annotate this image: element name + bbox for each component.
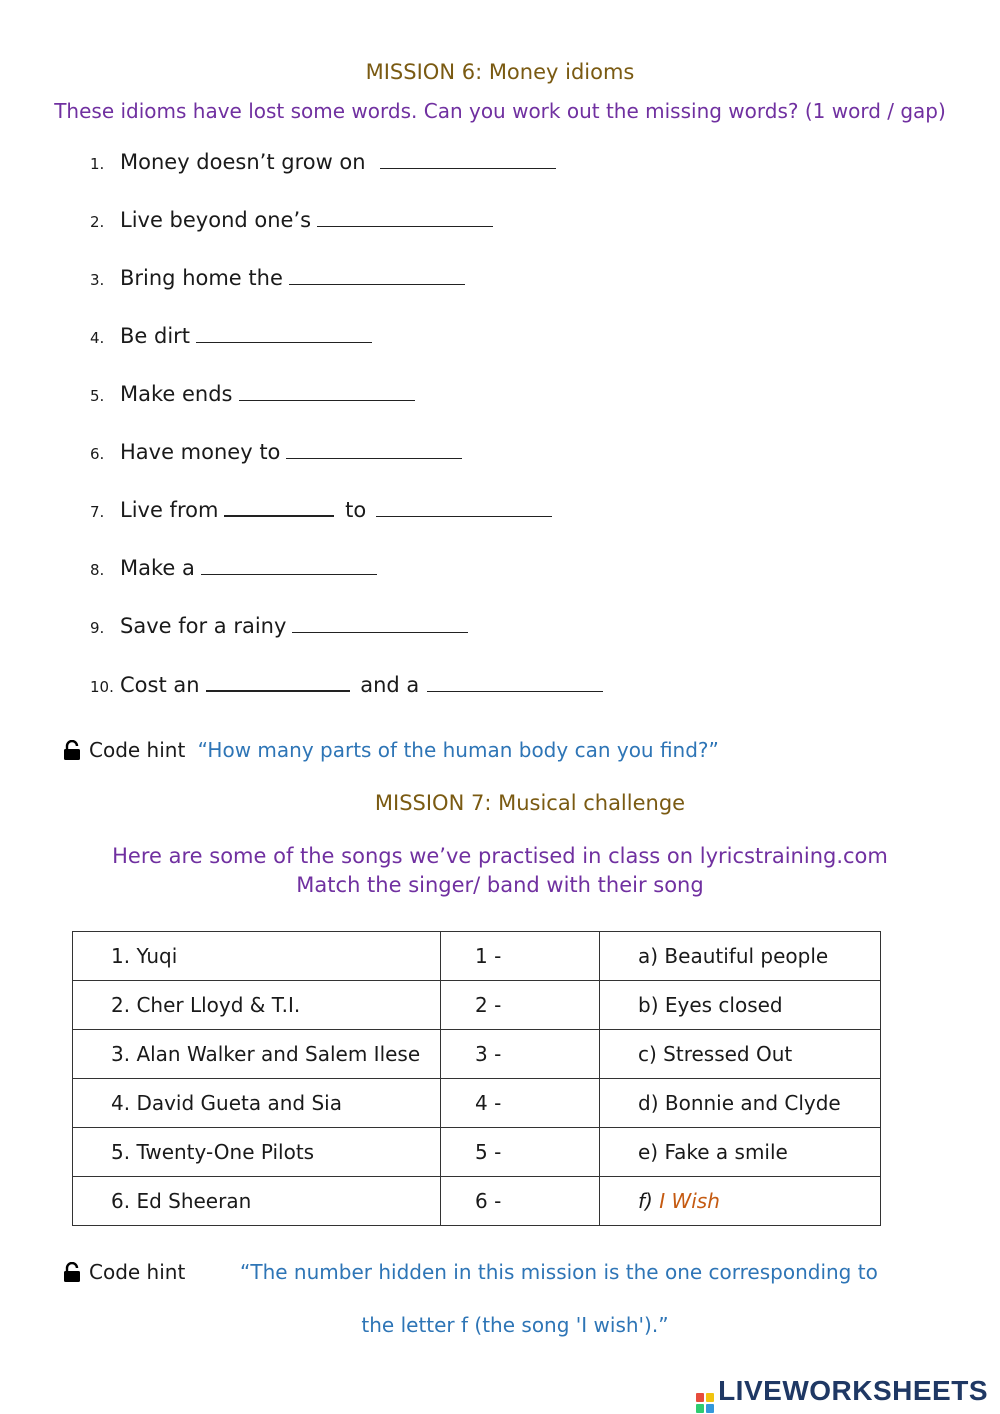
mission6-title: MISSION 6: Money idioms <box>365 60 635 84</box>
matching-table <box>72 931 881 1226</box>
answer-cell[interactable]: 1 - <box>441 932 600 981</box>
idiom-item-2: 2. Live beyond one’s <box>90 208 493 232</box>
idiom-item-1: 1. Money doesn’t grow on <box>90 150 556 174</box>
mission7-hint-line-1: “The number hidden in this mission is the one corresponding to <box>240 1260 878 1284</box>
song-cell: b) Eyes closed <box>600 981 881 1030</box>
table-row <box>73 1128 881 1177</box>
idiom-item-7: 7. Live from to <box>90 498 552 522</box>
gap-10a[interactable] <box>206 689 350 692</box>
mission6-instructions: These idioms have lost some words. Can you work out the missing words? (1 word / gap) <box>54 99 946 123</box>
table-row <box>73 932 881 981</box>
gap-2a[interactable] <box>317 225 493 227</box>
mission7-code-hint: Code hint <box>63 1260 185 1284</box>
table-row <box>73 1030 881 1079</box>
logo-icon <box>696 1393 714 1413</box>
gap-8a[interactable] <box>201 573 377 575</box>
singer-cell: 3. Alan Walker and Salem Ilese <box>73 1030 441 1079</box>
idiom-item-6: 6. Have money to <box>90 440 462 464</box>
idiom-item-9: 9. Save for a rainy <box>90 614 468 638</box>
mission6-hint-text: “How many parts of the human body can you find?” <box>197 738 719 762</box>
mission7-instructions-1: Here are some of the songs we’ve practised in class on lyricstraining.com <box>112 844 888 868</box>
singer-cell: 5. Twenty-One Pilots <box>73 1128 441 1177</box>
gap-7b[interactable] <box>376 515 552 517</box>
answer-cell[interactable]: 6 - <box>441 1177 600 1226</box>
gap-6a[interactable] <box>286 457 462 459</box>
lock-icon <box>63 1262 81 1282</box>
table-row <box>73 1177 881 1226</box>
mission7-title: MISSION 7: Musical challenge <box>374 791 686 815</box>
mission7-instructions-2: Match the singer/ band with their song <box>296 873 704 897</box>
gap-5a[interactable] <box>239 399 415 401</box>
song-cell: c) Stressed Out <box>600 1030 881 1079</box>
mission6-code-hint: Code hint “How many parts of the human body can you find?” <box>63 738 719 762</box>
song-cell: d) Bonnie and Clyde <box>600 1079 881 1128</box>
gap-7a[interactable] <box>224 514 334 517</box>
table-row <box>73 981 881 1030</box>
song-cell: a) Beautiful people <box>600 932 881 981</box>
idiom-item-5: 5. Make ends <box>90 382 415 406</box>
answer-cell[interactable]: 3 - <box>441 1030 600 1079</box>
answer-cell[interactable]: 5 - <box>441 1128 600 1177</box>
idiom-item-10: 10. Cost an and a <box>90 673 603 697</box>
answer-cell[interactable]: 4 - <box>441 1079 600 1128</box>
singer-cell: 2. Cher Lloyd & T.I. <box>73 981 441 1030</box>
gap-4a[interactable] <box>196 341 372 343</box>
liveworksheets-logo: LIVEWORKSHEETS <box>696 1375 988 1413</box>
singer-cell: 1. Yuqi <box>73 932 441 981</box>
table-row <box>73 1079 881 1128</box>
singer-cell: 4. David Gueta and Sia <box>73 1079 441 1128</box>
idiom-item-3: 3. Bring home the <box>90 266 465 290</box>
gap-9a[interactable] <box>292 631 468 633</box>
singer-cell: 6. Ed Sheeran <box>73 1177 441 1226</box>
song-cell: f) I Wish <box>600 1177 881 1226</box>
gap-10b[interactable] <box>427 690 603 692</box>
gap-3a[interactable] <box>289 283 465 285</box>
lock-icon <box>63 740 81 760</box>
gap-1a[interactable] <box>380 167 556 169</box>
idiom-item-4: 4. Be dirt <box>90 324 372 348</box>
answer-cell[interactable]: 2 - <box>441 981 600 1030</box>
mission7-hint-line-2: the letter f (the song 'I wish').” <box>361 1313 669 1337</box>
idiom-item-8: 8. Make a <box>90 556 377 580</box>
song-cell: e) Fake a smile <box>600 1128 881 1177</box>
